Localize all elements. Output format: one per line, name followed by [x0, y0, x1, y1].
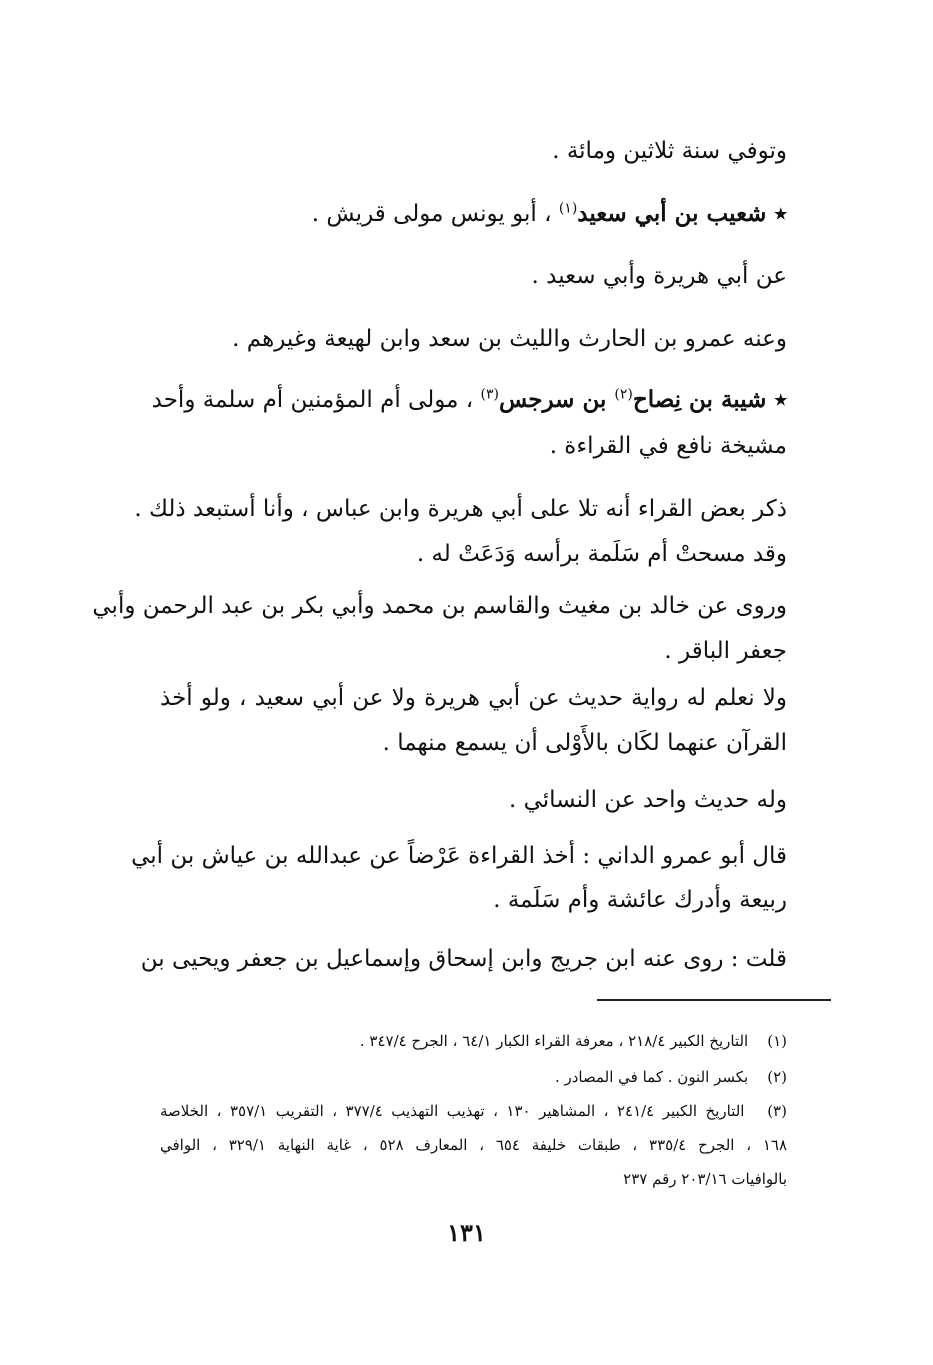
- body-line-11: ولا نعلم له رواية حديث عن أبي هريرة ولا عن أبي سعيد ، ولو أخذ: [160, 685, 787, 711]
- footnote-2: [160, 1066, 787, 1088]
- entry-heading-rest-2: ، مولى أم المؤمنين أم سلمة وأحد: [151, 387, 481, 413]
- footnote-2-text: بكسر النون . كما في المصادر .: [554, 1068, 749, 1086]
- body-line-9: وروى عن خالد بن مغيث والقاسم بن محمد وأبي بكر بن عبد الرحمن وأبي: [92, 593, 787, 619]
- entry-heading-shayba: [151, 385, 787, 415]
- body-line-12: القرآن عنهما لكَان بالأَوْلى أن يسمع منهما .: [382, 730, 787, 756]
- entry-heading-shuayb: [160, 199, 787, 229]
- entry-name-shayba: ٭ شيبة بن نِصاح: [632, 386, 787, 413]
- footnote-1: [160, 1030, 787, 1052]
- entry-name-sarjis: بن سرجس: [498, 386, 615, 413]
- entry-heading-rest: ، أبو يونس مولى قريش .: [311, 201, 559, 227]
- body-line-16: قلت : روى عنه ابن جريج وابن إسحاق وإسماعيل بن جعفر ويحيى بن: [140, 946, 787, 972]
- footnote-1-text: التاريخ الكبير ٢١٨/٤ ، معرفة القراء الكبار ٦٤/١ ، الجرح ٣٤٧/٤ .: [359, 1032, 749, 1050]
- entry-name-shuayb: ٭ شعيب بن أبي سعيد: [577, 200, 787, 227]
- footnote-ref-2[interactable]: (٢): [614, 386, 633, 403]
- footnote-3-number: (٣): [767, 1102, 787, 1120]
- body-line-6: مشيخة نافع في القراءة .: [549, 433, 787, 459]
- footnote-3-line-3: بالوافيات ٢٠٣/١٦ رقم ٢٣٧: [623, 1170, 787, 1188]
- footnote-3-line-1: [160, 1100, 787, 1122]
- footnote-separator: [597, 999, 831, 1001]
- footnote-1-number: (١): [767, 1032, 787, 1050]
- body-line-14: قال أبو عمرو الداني : أخذ القراءة عَرْضاً عن عبدالله بن عياش بن أبي: [131, 843, 787, 869]
- body-line-15: ربيعة وأدرك عائشة وأم سَلَمة .: [493, 887, 787, 913]
- body-line-1: وتوفي سنة ثلاثين ومائة .: [552, 138, 787, 164]
- body-line-8: وقد مسحتْ أم سَلَمة برأسه وَدَعَتْ له .: [416, 541, 787, 567]
- body-line-7: ذكر بعض القراء أنه تلا على أبي هريرة وابن عباس ، وأنا أستبعد ذلك .: [134, 496, 787, 522]
- body-line-13: وله حديث واحد عن النسائي .: [508, 787, 787, 813]
- body-line-4: وعنه عمرو بن الحارث والليث بن سعد وابن لهيعة وغيرهم .: [232, 326, 787, 352]
- body-line-10: جعفر الباقر .: [664, 638, 787, 664]
- body-line-3: عن أبي هريرة وأبي سعيد .: [531, 263, 787, 289]
- footnote-3-line-2: ١٦٨ ، الجرح ٣٣٥/٤ ، طبقات خليفة ٦٥٤ ، المعارف ٥٢٨ ، غاية النهاية ٣٢٩/١ ، الوافي: [160, 1136, 787, 1154]
- page-number: ١٣١: [447, 1218, 486, 1247]
- footnote-2-number: (٢): [767, 1068, 787, 1086]
- footnote-ref-3[interactable]: (٣): [480, 386, 499, 403]
- footnote-3-text: التاريخ الكبير ٢٤١/٤ ، المشاهير ١٣٠ ، تهذيب التهذيب ٣٧٧/٤ ، التقريب ٣٥٧/١ ، الخلاصة: [160, 1102, 745, 1120]
- footnote-ref-1[interactable]: (١): [558, 200, 578, 217]
